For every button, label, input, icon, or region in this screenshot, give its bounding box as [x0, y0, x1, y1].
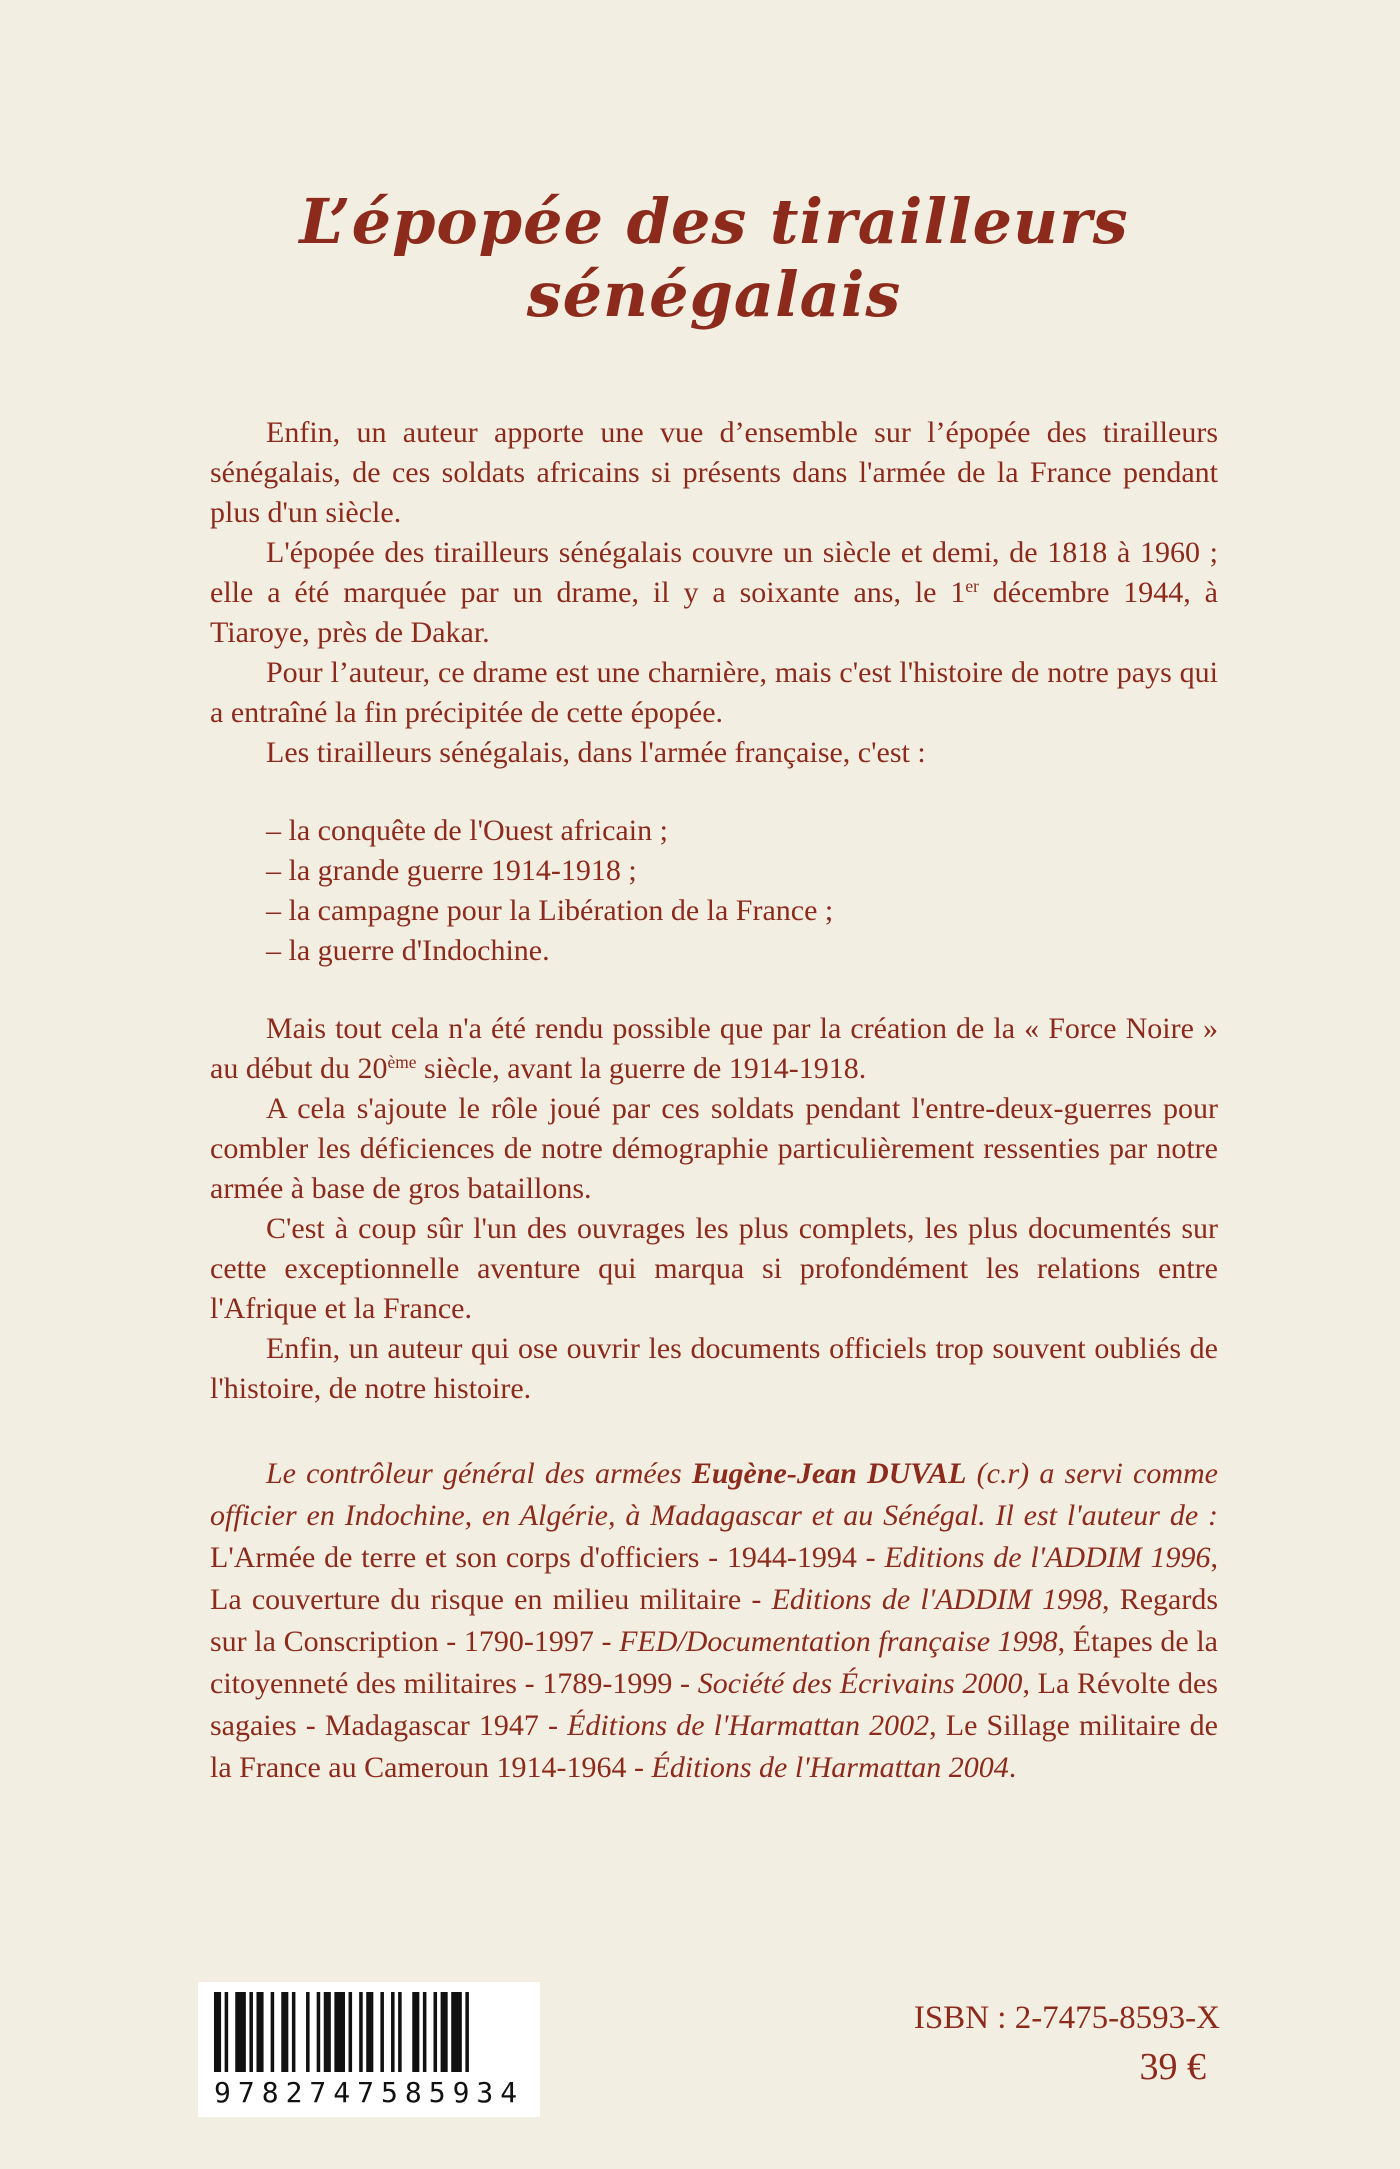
text-segment: , La Révolte des sagaies - Madagascar 1947 - — [210, 1667, 1218, 1742]
author-bio — [210, 1453, 1218, 1789]
text-segment: Enfin, un auteur apporte une vue d’ensemble sur l’épopée des tirailleurs sénégalais, de ces soldats africains si présents dans l'armée de la France pendant plus d'un siècle. — [210, 416, 1218, 529]
bio-paragraph — [210, 1453, 1218, 1789]
paragraph — [210, 733, 1218, 773]
barcode-block — [198, 1982, 540, 2117]
text-segment: Éditions de l'Harmattan 2004 — [651, 1751, 1009, 1784]
text-segment: A cela s'ajoute le rôle joué par ces soldats pendant l'entre-deux-guerres pour combler les déficiences de notre démographie particulièrement ressenties par notre armée à base de gros bataillons. — [210, 1092, 1218, 1205]
topics-list — [210, 811, 1218, 971]
paragraph — [210, 1329, 1218, 1409]
barcode-icon — [214, 1992, 476, 2072]
text-segment: Pour l’auteur, ce drame est une charnière, mais c'est l'histoire de notre pays qui a entraîné la fin précipitée de cette épopée. — [210, 656, 1218, 729]
text-segment: Enfin, un auteur qui ose ouvrir les documents officiels trop souvent oubliés de l'histoire, de notre histoire. — [210, 1332, 1218, 1405]
text-segment: Mais tout cela n'a été rendu possible que par la création de la « Force Noire » au début du 20 — [210, 1012, 1218, 1085]
text-segment: Eugène-Jean DUVAL — [691, 1457, 967, 1490]
text-segment: Les tirailleurs sénégalais, dans l'armée française, c'est : — [266, 736, 926, 769]
text-segment: (c.r) a servi comme officier en Indochine, en Algérie, à Madagascar et au Sénégal. Il est l'auteur de : — [210, 1457, 1218, 1532]
text-segment: . — [1008, 1751, 1017, 1784]
text-segment: , Regards sur la Conscription - 1790-1997 - — [210, 1583, 1218, 1658]
text-segment: FED/Documentation française 1998 — [619, 1625, 1058, 1658]
text-segment: – la grande guerre 1914-1918 ; — [266, 854, 637, 887]
text-segment: Société des Écrivains 2000 — [697, 1667, 1023, 1700]
book-title: L’épopée des tirailleurs sénégalais — [299, 185, 1129, 331]
isbn-block — [914, 1998, 1220, 2090]
text-segment: – la guerre d'Indochine. — [266, 934, 550, 967]
barcode-number: 9782747585934 — [214, 2076, 525, 2109]
paragraph — [210, 653, 1218, 733]
text-segment: L'Armée de terre et son corps d'officiers - 1944-1994 - — [210, 1541, 885, 1574]
text-segment: , La couverture du risque en milieu militaire - — [210, 1541, 1218, 1616]
text-segment: siècle, avant la guerre de 1914-1918. — [416, 1052, 867, 1085]
list-item — [266, 931, 1218, 971]
text-segment: C'est à coup sûr l'un des ouvrages les plus complets, les plus documentés sur cette exceptionnelle aventure qui marqua si profondément les relations entre l'Afrique et la France. — [210, 1212, 1218, 1325]
list-item — [266, 851, 1218, 891]
text-segment: décembre 1944, à Tiaroye, près de Dakar. — [210, 576, 1219, 649]
paragraph — [210, 1209, 1218, 1329]
text-segment: Le contrôleur général des armées — [266, 1457, 692, 1490]
list-item — [266, 811, 1218, 851]
text-segment: Éditions de l'Harmattan 2002 — [567, 1709, 930, 1742]
text-segment: , Le Sillage militaire de la France au Cameroun 1914-1964 - — [210, 1709, 1218, 1784]
text-segment: ème — [387, 1052, 417, 1073]
text-segment: Editions de l'ADDIM 1998 — [771, 1583, 1102, 1616]
paragraph — [210, 1089, 1218, 1209]
paragraph — [210, 1009, 1218, 1089]
text-segment: – la campagne pour la Libération de la France ; — [266, 894, 834, 927]
text-segment: er — [965, 576, 979, 597]
text-segment: Editions de l'ADDIM 1996 — [884, 1541, 1211, 1574]
cover-text-column — [210, 0, 1218, 1789]
price-text: 39 € — [1139, 2046, 1206, 2088]
text-segment: , Étapes de la citoyenneté des militaires - 1789-1999 - — [210, 1625, 1218, 1700]
paragraph — [210, 533, 1218, 653]
text-segment: L'épopée des tirailleurs sénégalais couvre un siècle et demi, de 1818 à 1960 ; elle a été marquée par un drame, il y a soixante ans, le 1 — [210, 536, 1218, 609]
intro-paragraphs — [210, 413, 1218, 773]
paragraph — [210, 413, 1218, 533]
isbn-text: ISBN : 2-7475-8593-X — [913, 2000, 1220, 2036]
closing-paragraphs — [210, 1009, 1218, 1409]
text-segment: – la conquête de l'Ouest africain ; — [266, 814, 668, 847]
list-item — [266, 891, 1218, 931]
